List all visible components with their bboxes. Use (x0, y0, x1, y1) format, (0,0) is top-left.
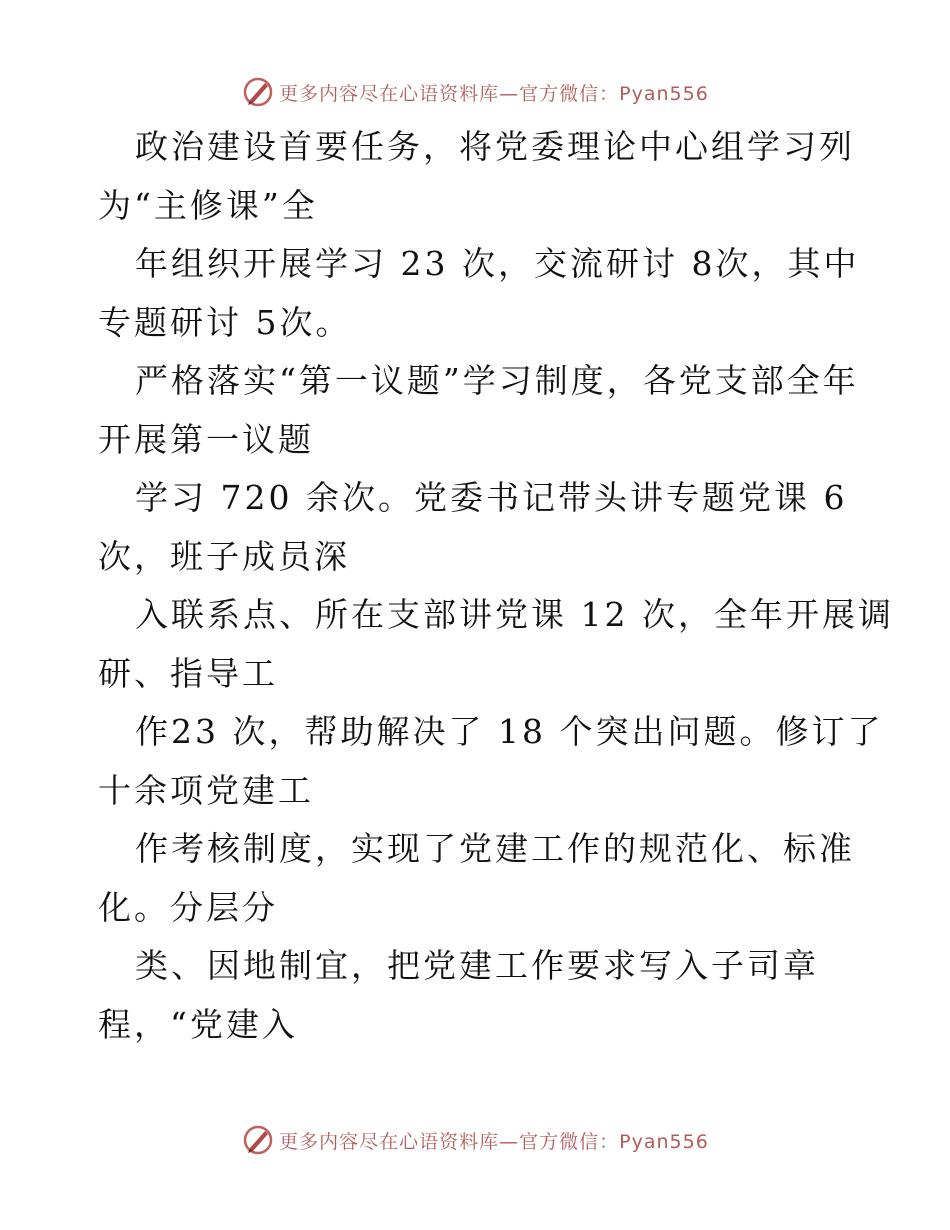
text-line: 研、指导工 (98, 653, 278, 693)
text-line: 为“主修课”全 (98, 185, 318, 225)
text-line: 入联系点、所在支部讲党课 12 次，全年开展调 (135, 595, 894, 634)
text-line: 次，班子成员深 (98, 536, 350, 576)
document-body (98, 118, 894, 1054)
text-line: 开展第一议题 (98, 419, 314, 459)
header-banner (0, 72, 950, 112)
text-line: 化。分层分 (98, 887, 278, 927)
text-line: 程，“党建入 (98, 1004, 298, 1044)
text-line: 十余项党建工 (98, 770, 314, 810)
text-line: 作考核制度，实现了党建工作的规范化、标准 (135, 829, 855, 868)
text-line: 学习 720 余次。党委书记带头讲专题党课 6 (135, 478, 848, 517)
text-line: 专题研讨 5次。 (98, 302, 352, 342)
text-line: 作23 次，帮助解决了 18 个突出问题。修订了 (135, 712, 884, 751)
header-banner-text: 更多内容尽在心语资料库—官方微信：Pyan556 (279, 82, 709, 105)
text-line: 年组织开展学习 23 次，交流研讨 8次，其中 (135, 244, 860, 283)
pen-logo-icon (241, 75, 275, 109)
pen-logo-icon (241, 1123, 275, 1157)
text-line: 严格落实“第一议题”学习制度，各党支部全年 (135, 361, 859, 400)
text-line: 类、因地制宜，把党建工作要求写入子司章 (135, 946, 819, 985)
footer-banner (0, 1120, 950, 1160)
text-line: 政治建设首要任务，将党委理论中心组学习列 (135, 127, 855, 166)
footer-banner-text: 更多内容尽在心语资料库—官方微信：Pyan556 (279, 1130, 709, 1153)
